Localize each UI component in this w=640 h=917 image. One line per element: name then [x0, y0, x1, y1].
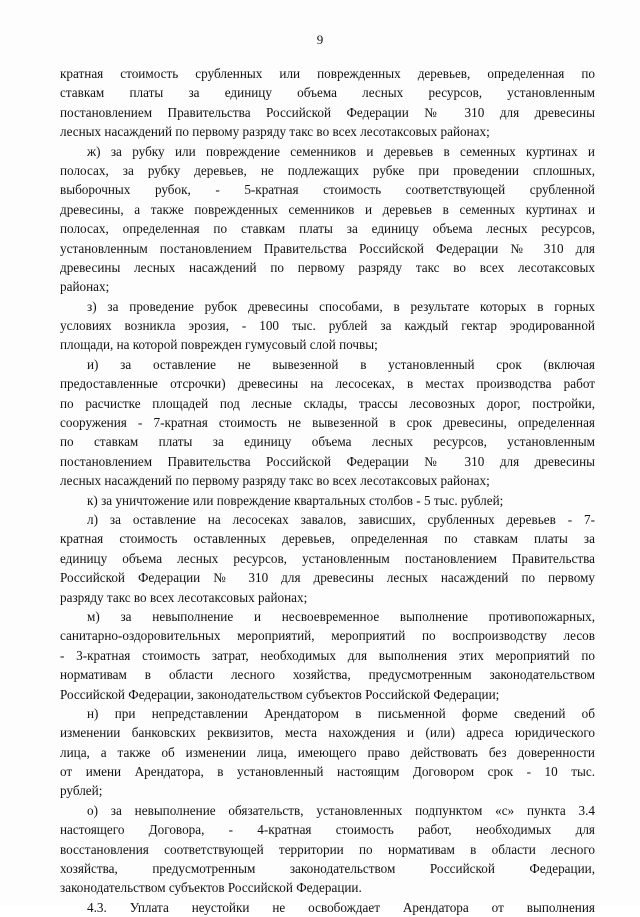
text-line: лесных насаждений по первому разряду такс во всех лесотаксовых районах; [60, 124, 490, 140]
text-line: кратная стоимость срубленных или поврежденных деревьев, определенная по [60, 66, 595, 81]
text-line: ж) за рубку или повреждение семенников и деревьев в семенных куртинах и [87, 143, 595, 159]
text-line: древесины, а также поврежденных семенников и деревьев в семенных куртинах и [60, 201, 595, 217]
text-line: Российской Федерации № 310 для древесины лесных насаждений по первому [60, 570, 595, 586]
text-line: выборочных рубок, - 5-кратная стоимость соответствующей срубленной [60, 182, 595, 198]
text-line: - 3-кратная стоимость затрат, необходимых для выполнения этих мероприятий по [60, 647, 595, 663]
text-line: по ставкам платы за единицу объема лесных ресурсов, установленным [60, 434, 595, 450]
text-line: разряду такс во всех лесотаксовых районах; [60, 589, 308, 605]
text-line: изменении банковских реквизитов, места нахождения и (или) адреса юридического [60, 725, 595, 741]
text-line: условиях возникла эрозия, - 100 тыс. рублей за каждый гектар эродированной [60, 318, 595, 334]
text-line: полосах, определенная по ставкам платы за единицу объема лесных ресурсов, [60, 221, 595, 237]
text-line: древесины лесных насаждений по первому разряду такс во всех лесотаксовых [60, 259, 595, 275]
text-line: полосах, за рубку деревьев, не подлежащих рубке при проведении сплошных, [60, 162, 595, 178]
text-line: единицу объема лесных ресурсов, установленным постановлением Правительства [60, 550, 595, 566]
text-line: н) при непредставлении Арендатором в письменной форме сведений об [87, 705, 595, 721]
text-line: восстановления соответствующей территории по нормативам в области лесного [60, 841, 595, 857]
text-line: о) за невыполнение обязательств, установленных подпунктом «с» пункта 3.4 [87, 802, 595, 818]
text-line: настоящего Договора, - 4-кратная стоимость работ, необходимых для [60, 822, 595, 838]
text-line: л) за оставление на лесосеках завалов, зависших, срубленных деревьев - 7- [87, 511, 595, 527]
text-line: и) за оставление не вывезенной в установленный срок (включая [87, 356, 595, 372]
text-line: площади, на которой поврежден гумусовый слой почвы; [60, 337, 378, 353]
text-line: лесных насаждений по первому разряду такс во всех лесотаксовых районах; [60, 473, 490, 489]
text-line: постановлением Правительства Российской Федерации № 310 для древесины [60, 104, 595, 120]
text-line: 4.3. Уплата неустойки не освобождает Арендатора от выполнения [87, 899, 595, 915]
text-line: законодательством субъектов Российской Федерации. [60, 880, 362, 896]
text-line: районах; [60, 279, 110, 295]
text-line: по расчистке площадей под лесные склады, трассы лесовозных дорог, постройки, [60, 395, 595, 411]
text-line: рублей; [60, 783, 103, 799]
text-line: нормативам в области лесного хозяйства, предусмотренным законодательством [60, 667, 595, 683]
text-line: Российской Федерации, законодательством субъектов Российской Федерации; [60, 686, 500, 702]
text-line: з) за проведение рубок древесины способами, в результате которых в горных [87, 298, 595, 314]
text-line: предоставленные отсрочки) древесины на лесосеках, в местах производства работ [60, 376, 595, 392]
text-line: санитарно-оздоровительных мероприятий, мероприятий по воспроизводству лесов [60, 628, 595, 644]
text-line: кратная стоимость оставленных деревьев, определенная по ставкам платы за [60, 531, 595, 547]
text-line: м) за невыполнение и несвоевременное выполнение противопожарных, [87, 608, 595, 624]
text-line: установленным постановлением Правительства Российской Федерации № 310 для [60, 240, 595, 256]
text-line: постановлением Правительства Российской Федерации № 310 для древесины [60, 453, 595, 469]
page-number: 9 [316, 32, 324, 47]
text-line: ставкам платы за единицу объема лесных ресурсов, установленным [60, 85, 595, 101]
text-line: к) за уничтожение или повреждение квартальных столбов - 5 тыс. рублей; [87, 492, 504, 508]
text-line: лица, а также об изменении лица, имеющего право действовать без доверенности [60, 744, 595, 760]
document-text [60, 64, 595, 917]
text-line: от имени Арендатора, в установленный настоящим Договором срок - 10 тыс. [60, 764, 595, 780]
text-line: хозяйства, предусмотренным законодательством Российской Федерации, [60, 861, 595, 877]
text-line: сооружения - 7-кратная стоимость не вывезенной в срок древесины, определенная [60, 415, 595, 431]
